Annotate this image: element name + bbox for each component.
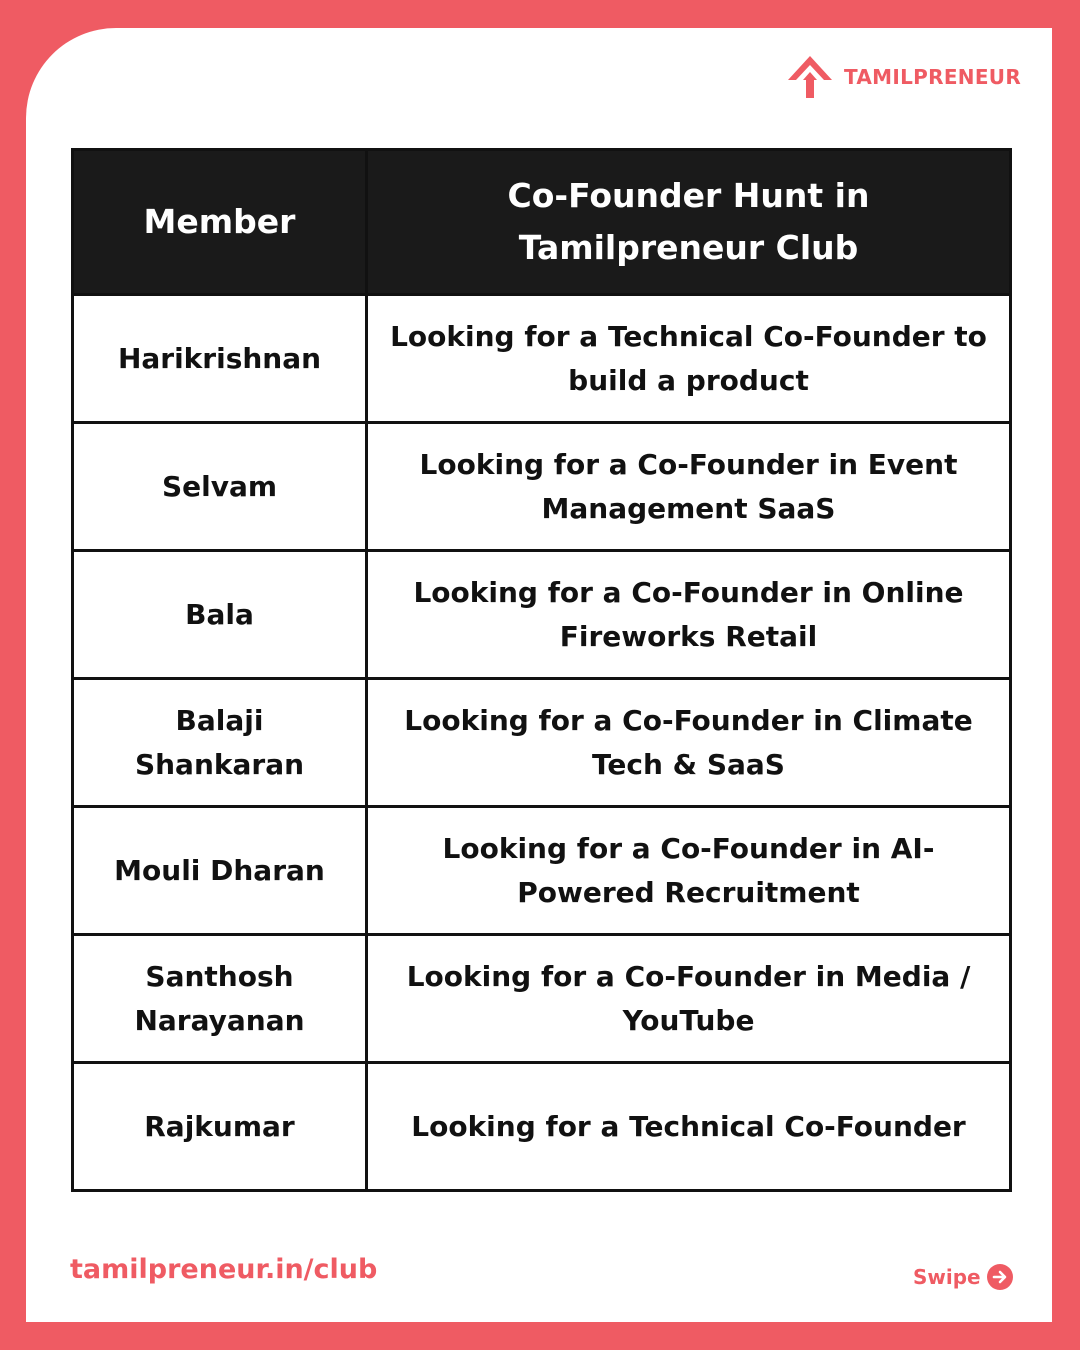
hunt-description: Looking for a Co-Founder in Event Management SaaS [367, 423, 1011, 551]
table-row [73, 935, 1011, 1063]
cofounder-table [71, 148, 1012, 1192]
club-link[interactable]: tamilpreneur.in/club [70, 1254, 378, 1285]
member-name: Bala [73, 551, 367, 679]
header-member: Member [73, 150, 367, 295]
swipe-button[interactable] [913, 1264, 1013, 1290]
hunt-description: Looking for a Co-Founder in AI-Powered Recruitment [367, 807, 1011, 935]
arrow-right-circle-icon [987, 1264, 1013, 1290]
header-hunt: Co-Founder Hunt in Tamilpreneur Club [367, 150, 1011, 295]
table-row [73, 295, 1011, 423]
house-arrow-icon [786, 54, 834, 100]
member-name: Rajkumar [73, 1063, 367, 1191]
member-name: Mouli Dharan [73, 807, 367, 935]
table-row [73, 807, 1011, 935]
member-name: Balaji Shankaran [73, 679, 367, 807]
table-row [73, 551, 1011, 679]
table-row [73, 1063, 1011, 1191]
table-row [73, 679, 1011, 807]
hunt-description: Looking for a Co-Founder in Climate Tech & SaaS [367, 679, 1011, 807]
hunt-description: Looking for a Technical Co-Founder to build a product [367, 295, 1011, 423]
member-name: Selvam [73, 423, 367, 551]
brand-name: TAMILPRENEUR [844, 65, 1022, 89]
swipe-label: Swipe [913, 1265, 981, 1289]
hunt-description: Looking for a Technical Co-Founder [367, 1063, 1011, 1191]
hunt-description: Looking for a Co-Founder in Media / YouTube [367, 935, 1011, 1063]
brand-logo[interactable] [786, 54, 1021, 100]
table-row [73, 423, 1011, 551]
member-name: Harikrishnan [73, 295, 367, 423]
hunt-description: Looking for a Co-Founder in Online Fireworks Retail [367, 551, 1011, 679]
table-header-row [73, 150, 1011, 295]
member-name: Santhosh Narayanan [73, 935, 367, 1063]
